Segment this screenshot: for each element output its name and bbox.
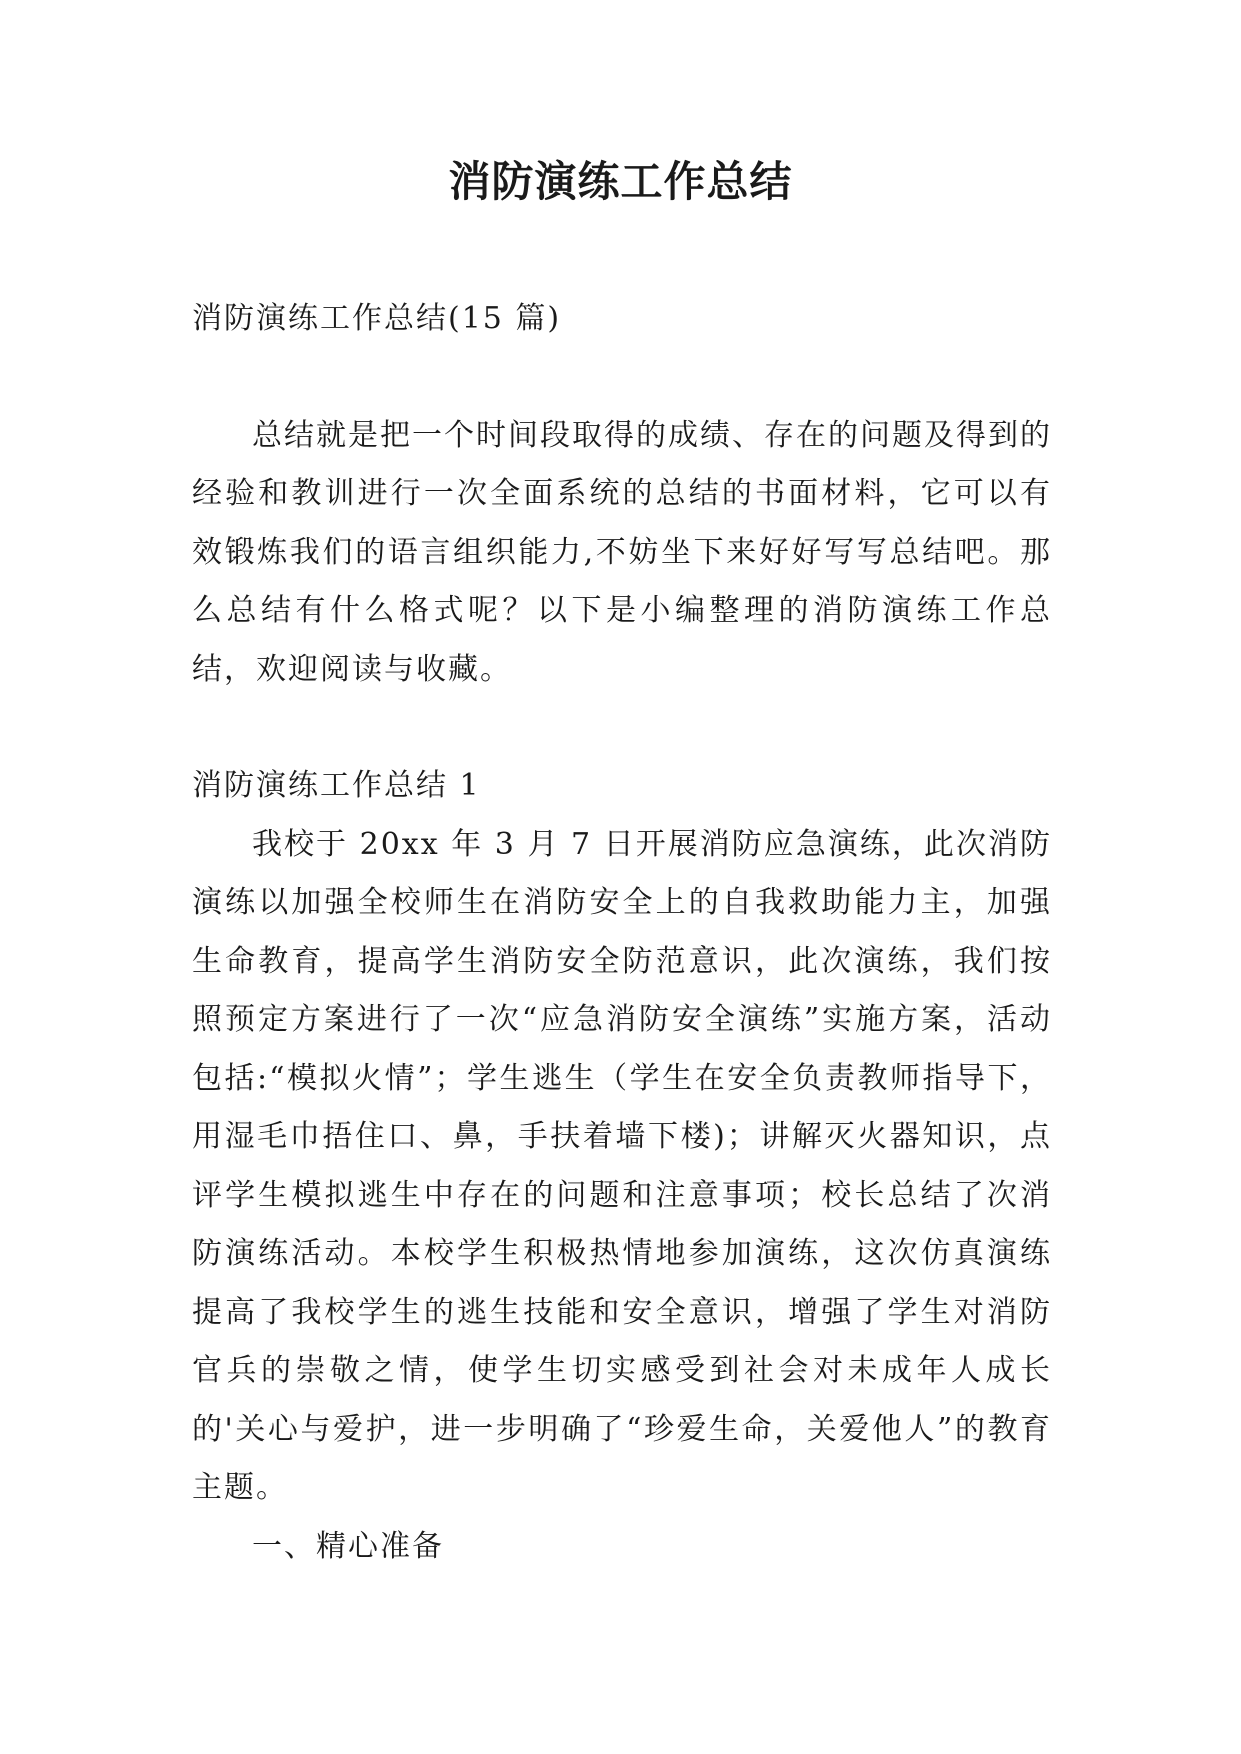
list-item-heading: 一、精心准备: [252, 1528, 444, 1564]
document-title: 消防演练工作总结: [448, 157, 793, 206]
document-body: [192, 290, 1052, 1576]
section-heading: 消防演练工作总结 1: [192, 768, 481, 803]
intro-paragraph: 总结就是把一个时间段取得的成绩、存在的问题及得到的经验和教训进行一次全面系统的总结的书面材料，它可以有效锻炼我们的语言组织能力,不妨坐下来好好写写总结吧。那么总结有什么格式呢？以下是小编整理的消防演练工作总结，欢迎阅读与收藏。: [192, 417, 1052, 687]
document-subtitle: 消防演练工作总结(15 篇): [192, 301, 562, 336]
section-paragraph: 我校于 20xx 年 3 月 7 日开展消防应急演练，此次消防演练以加强全校师生在消防安全上的自我救助能力主，加强生命教育，提高学生消防安全防范意识，此次演练，我们按照预定方案进行了一次“应急消防安全演练”实施方案，活动包括:“模拟火情”；学生逃生（学生在安全负责教师指导下，用湿毛巾捂住口、鼻，手扶着墙下楼)；讲解灭火器知识，点评学生模拟逃生中存在的问题和注意事项；校长总结了次消防演练活动。本校学生积极热情地参加演练，这次仿真演练提高了我校学生的逃生技能和安全意识，增强了学生对消防官兵的崇敬之情，使学生切实感受到社会对未成年人成长的'关心与爱护，进一步明确了“珍爱生命，关爱他人”的教育主题。: [192, 826, 1052, 1505]
